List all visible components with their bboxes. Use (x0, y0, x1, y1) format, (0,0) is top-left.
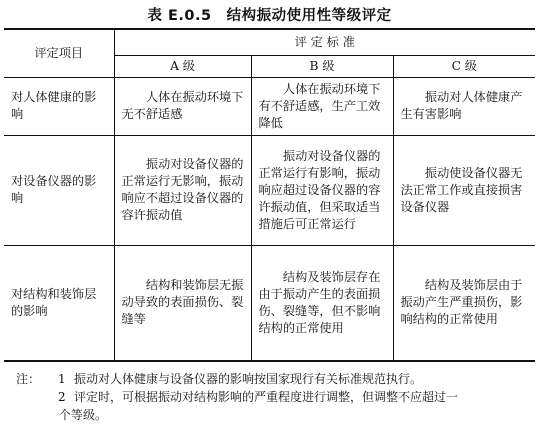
cell-b: 人体在振动环境下有不舒适感，生产工效降低 (251, 77, 393, 135)
row-item-structure: 对结构和装饰层的影响 (4, 245, 114, 361)
header-level-a: A 级 (114, 55, 251, 77)
table-row (4, 135, 535, 245)
table-row (4, 245, 535, 361)
header-item: 评定项目 (4, 29, 114, 77)
cell-c: 振动对人体健康产生有害影响 (393, 77, 535, 135)
header-level-b: B 级 (251, 55, 393, 77)
table-notes (16, 370, 531, 424)
header-row-1 (4, 29, 535, 55)
note-1 (16, 370, 531, 388)
note-number: 1 (58, 372, 66, 386)
rating-table (4, 28, 535, 362)
cell-c: 振动使设备仪器无法正常工作或直接损害设备仪器 (393, 135, 535, 245)
header-level-c: C 级 (393, 55, 535, 77)
note-number: 2 (58, 390, 66, 404)
note-text: 评定时，可根据振动对结构影响的严重程度进行调整，但调整不应超过一 (74, 390, 459, 404)
note-prefix: 注： (16, 372, 41, 386)
cell-a: 振动对设备仪器的正常运行无影响，振动响应不超过设备仪器的容许振动值 (114, 135, 251, 245)
note-2-continuation: 个等级。 (59, 408, 108, 422)
cell-a: 人体在振动环境下无不舒适感 (114, 77, 251, 135)
row-item-human-health: 对人体健康的影响 (4, 77, 114, 135)
header-criteria: 评 定 标 准 (114, 29, 535, 55)
table-row (4, 77, 535, 135)
row-item-equipment: 对设备仪器的影响 (4, 135, 114, 245)
note-text: 振动对人体健康与设备仪器的影响按国家现行有关标准规范执行。 (74, 372, 423, 386)
cell-b: 振动对设备仪器的正常运行有影响，振动响应超过设备仪器的容许振动值，但采取适当措施后可正常运行 (251, 135, 393, 245)
cell-c: 结构及装饰层由于振动产生严重损伤，影响结构的正常使用 (393, 245, 535, 361)
note-2 (16, 388, 531, 406)
cell-a: 结构和装饰层无振动导致的表面损伤、裂缝等 (114, 245, 251, 361)
table-title: 表 E.0.5 结构振动使用性等级评定 (147, 8, 392, 24)
cell-b: 结构及装饰层存在由于振动产生的表面损伤、裂缝等，但不影响结构的正常使用 (251, 245, 393, 361)
